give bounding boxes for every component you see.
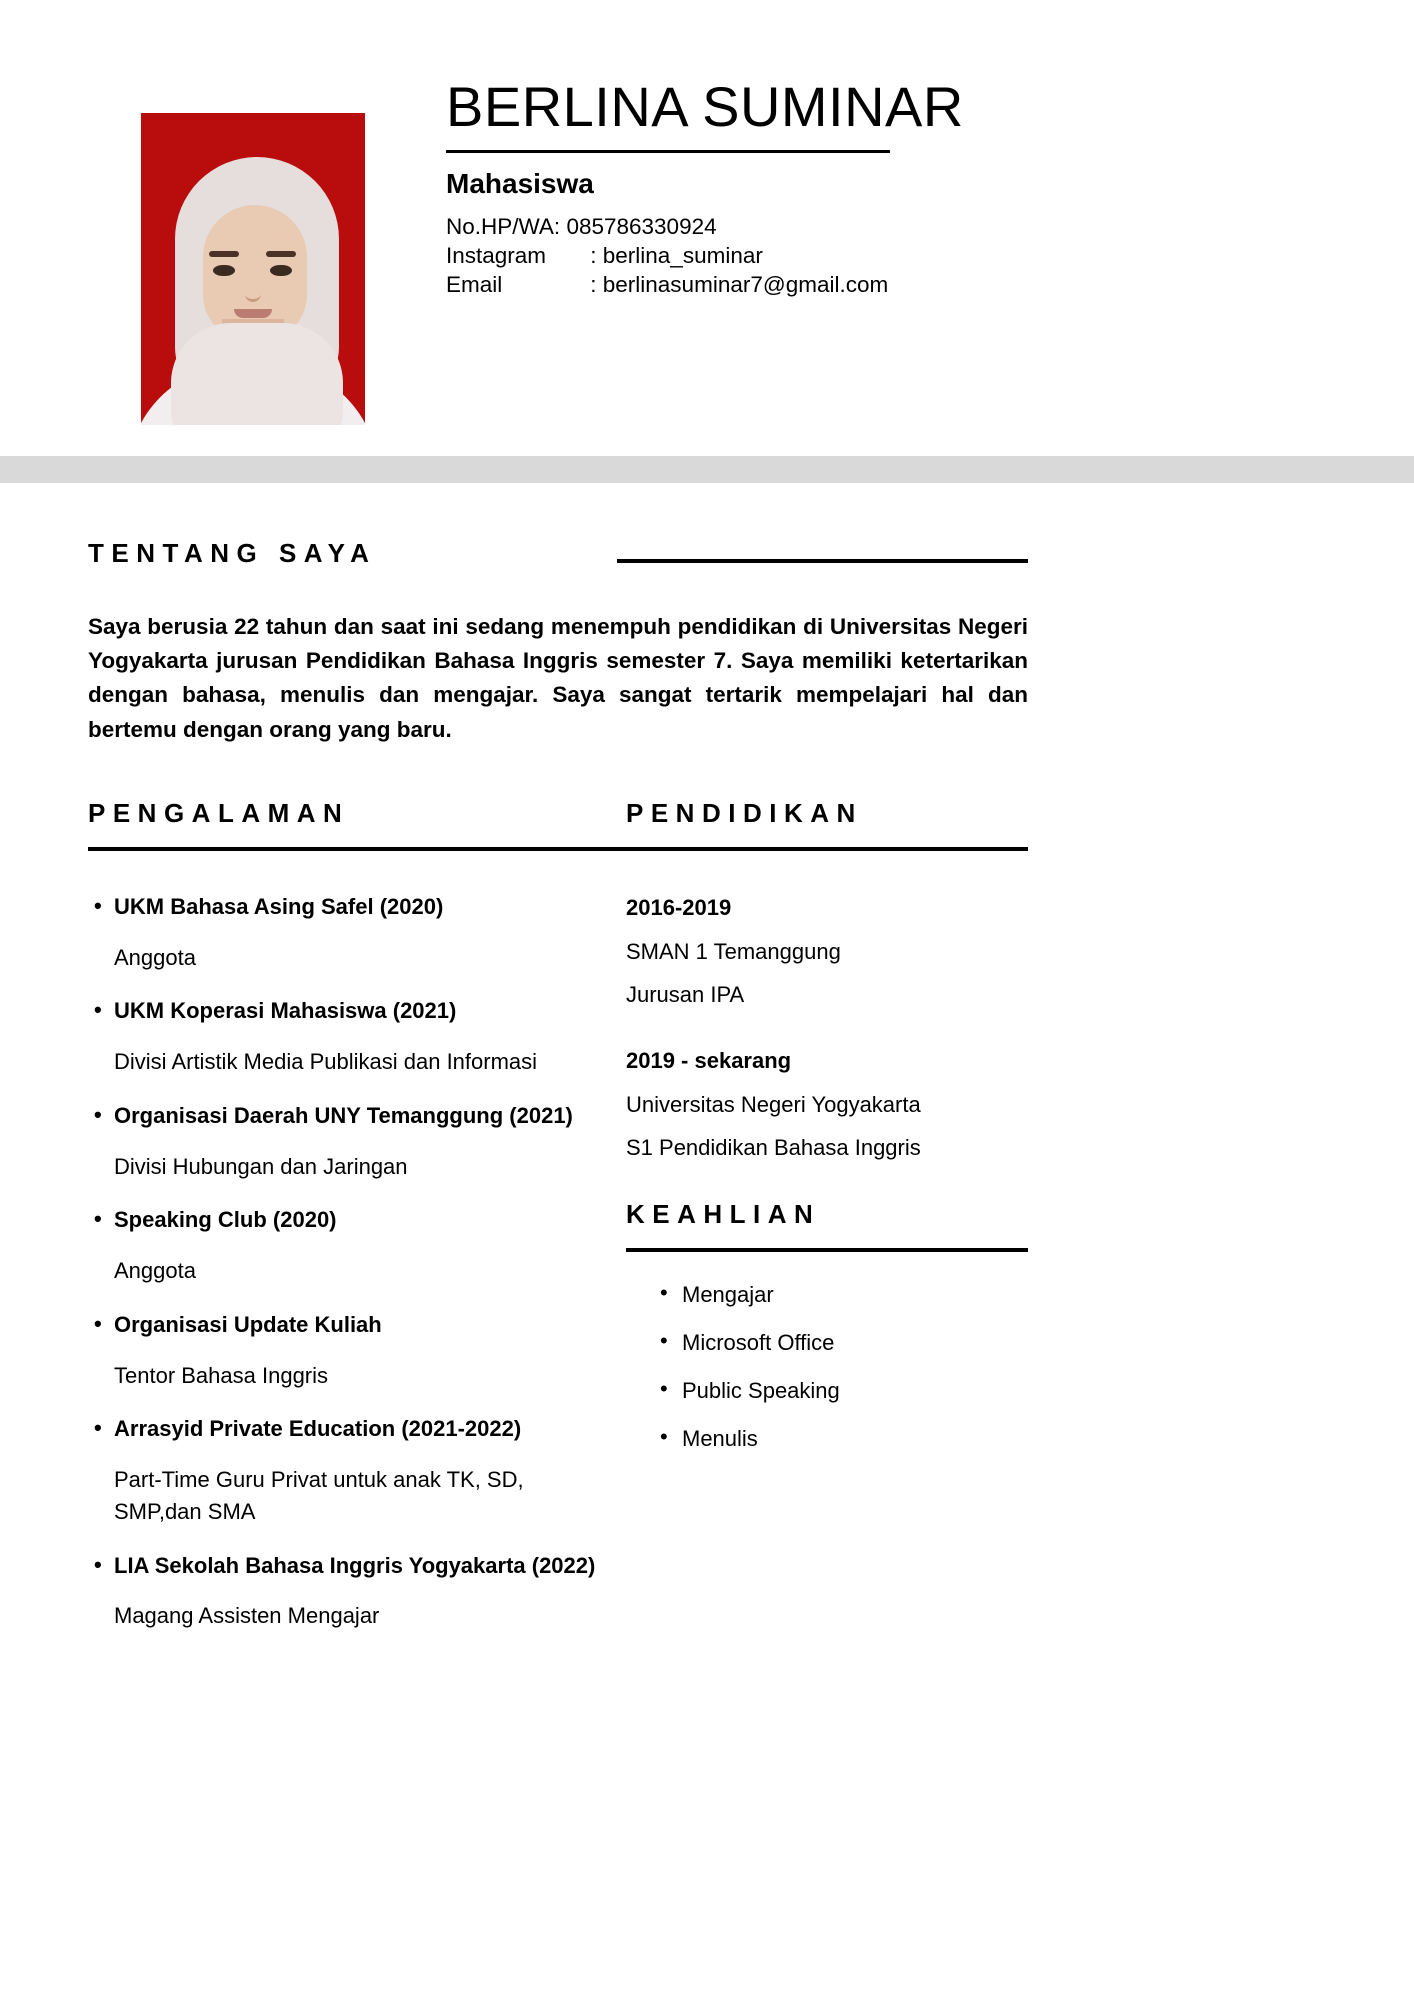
list-item <box>88 1102 573 1182</box>
education-title-rule <box>626 847 1028 851</box>
job-title: Mahasiswa <box>446 167 594 199</box>
profile-photo <box>141 113 365 425</box>
experience-org: • Organisasi Daerah UNY Temanggung (2021) <box>88 1102 568 1131</box>
education-skills-column <box>626 798 1028 1476</box>
contact-list <box>446 212 1336 299</box>
skills-list <box>626 1284 1028 1450</box>
education-year: 2019 - sekarang <box>626 1048 792 1074</box>
experience-role: Divisi Artistik Media Publikasi dan Informasi <box>114 1049 538 1075</box>
full-name: BERLINA SUMINAR <box>446 75 964 138</box>
about-paragraph: Saya berusia 22 tahun dan saat ini sedang menempuh pendidikan di Universitas Negeri Yogyakarta jurusan Pendidikan Bahasa Inggris semester 7. Saya memiliki ketertarikan dengan bahasa, menulis dan mengajar. Saya sangat tertarik mempelajari hal dan bertemu dengan orang yang baru. <box>88 614 1028 742</box>
name-underline <box>446 150 890 153</box>
education-school: SMAN 1 Temanggung <box>626 938 841 964</box>
experience-role: Anggota <box>114 1258 196 1284</box>
about-section <box>88 538 1028 747</box>
about-heading-row <box>88 538 1028 572</box>
list-item <box>88 1206 568 1286</box>
experience-role: Part-Time Guru Privat untuk anak TK, SD, SMP,dan SMA <box>114 1467 524 1524</box>
list-item <box>88 1311 568 1391</box>
experience-section <box>88 798 596 1656</box>
about-title: TENTANG SAYA <box>88 538 377 568</box>
contact-instagram-value: : berlina_suminar <box>590 243 763 269</box>
contact-phone <box>446 212 1336 241</box>
photo-eyebrow-right <box>266 251 296 257</box>
experience-role: Tentor Bahasa Inggris <box>114 1362 329 1388</box>
about-title-rule <box>617 559 1028 563</box>
list-item <box>88 1415 568 1527</box>
list-item: • Microsoft Office <box>660 1332 1028 1354</box>
header-text-block <box>446 75 1336 299</box>
contact-instagram-label: Instagram <box>446 243 547 269</box>
photo-eyebrow-left <box>209 251 239 257</box>
contact-phone-label: No.HP/WA: <box>446 214 561 240</box>
contact-email-value: : berlinasuminar7@gmail.com <box>590 272 889 298</box>
education-year: 2016-2019 <box>626 895 732 920</box>
experience-org: • Speaking Club (2020) <box>88 1206 568 1235</box>
photo-eye-right <box>270 265 292 276</box>
education-program: Jurusan IPA <box>626 982 745 1008</box>
education-school: Universitas Negeri Yogyakarta <box>626 1091 921 1117</box>
skills-title-rule <box>626 1248 1028 1252</box>
section-divider-band <box>0 456 1414 483</box>
education-list <box>626 893 1028 1163</box>
photo-eye-left <box>213 265 235 276</box>
list-item <box>626 1046 1028 1163</box>
experience-role: Anggota <box>114 944 196 970</box>
education-program: S1 Pendidikan Bahasa Inggris <box>626 1135 921 1161</box>
list-item <box>88 1552 596 1632</box>
contact-email <box>446 270 1336 299</box>
experience-title: PENGALAMAN <box>88 798 350 828</box>
contact-phone-value: 085786330924 <box>566 214 717 240</box>
photo-nose <box>245 281 261 302</box>
cv-header <box>0 0 1414 452</box>
list-item: • Public Speaking <box>660 1380 1028 1402</box>
photo-hijab-front <box>171 323 343 425</box>
experience-org: • UKM Koperasi Mahasiswa (2021) <box>88 997 568 1026</box>
experience-org: • Arrasyid Private Education (2021-2022) <box>88 1415 568 1444</box>
skills-title: KEAHLIAN <box>626 1199 821 1230</box>
photo-mouth <box>234 309 272 318</box>
contact-instagram <box>446 241 1336 270</box>
list-item <box>626 893 1028 1010</box>
contact-email-label: Email <box>446 272 503 298</box>
list-item: • Menulis <box>660 1428 1028 1450</box>
experience-role: Magang Assisten Mengajar <box>114 1603 380 1629</box>
list-item <box>88 997 568 1077</box>
experience-org: • Organisasi Update Kuliah <box>88 1311 568 1340</box>
experience-org: • LIA Sekolah Bahasa Inggris Yogyakarta (2022) <box>88 1552 568 1581</box>
list-item: • Mengajar <box>660 1284 1028 1306</box>
education-title: PENDIDIKAN <box>626 798 863 828</box>
list-item <box>88 893 568 973</box>
experience-org: • UKM Bahasa Asing Safel (2020) <box>88 893 568 922</box>
experience-list <box>88 893 596 1632</box>
experience-role: Divisi Hubungan dan Jaringan <box>114 1153 408 1179</box>
